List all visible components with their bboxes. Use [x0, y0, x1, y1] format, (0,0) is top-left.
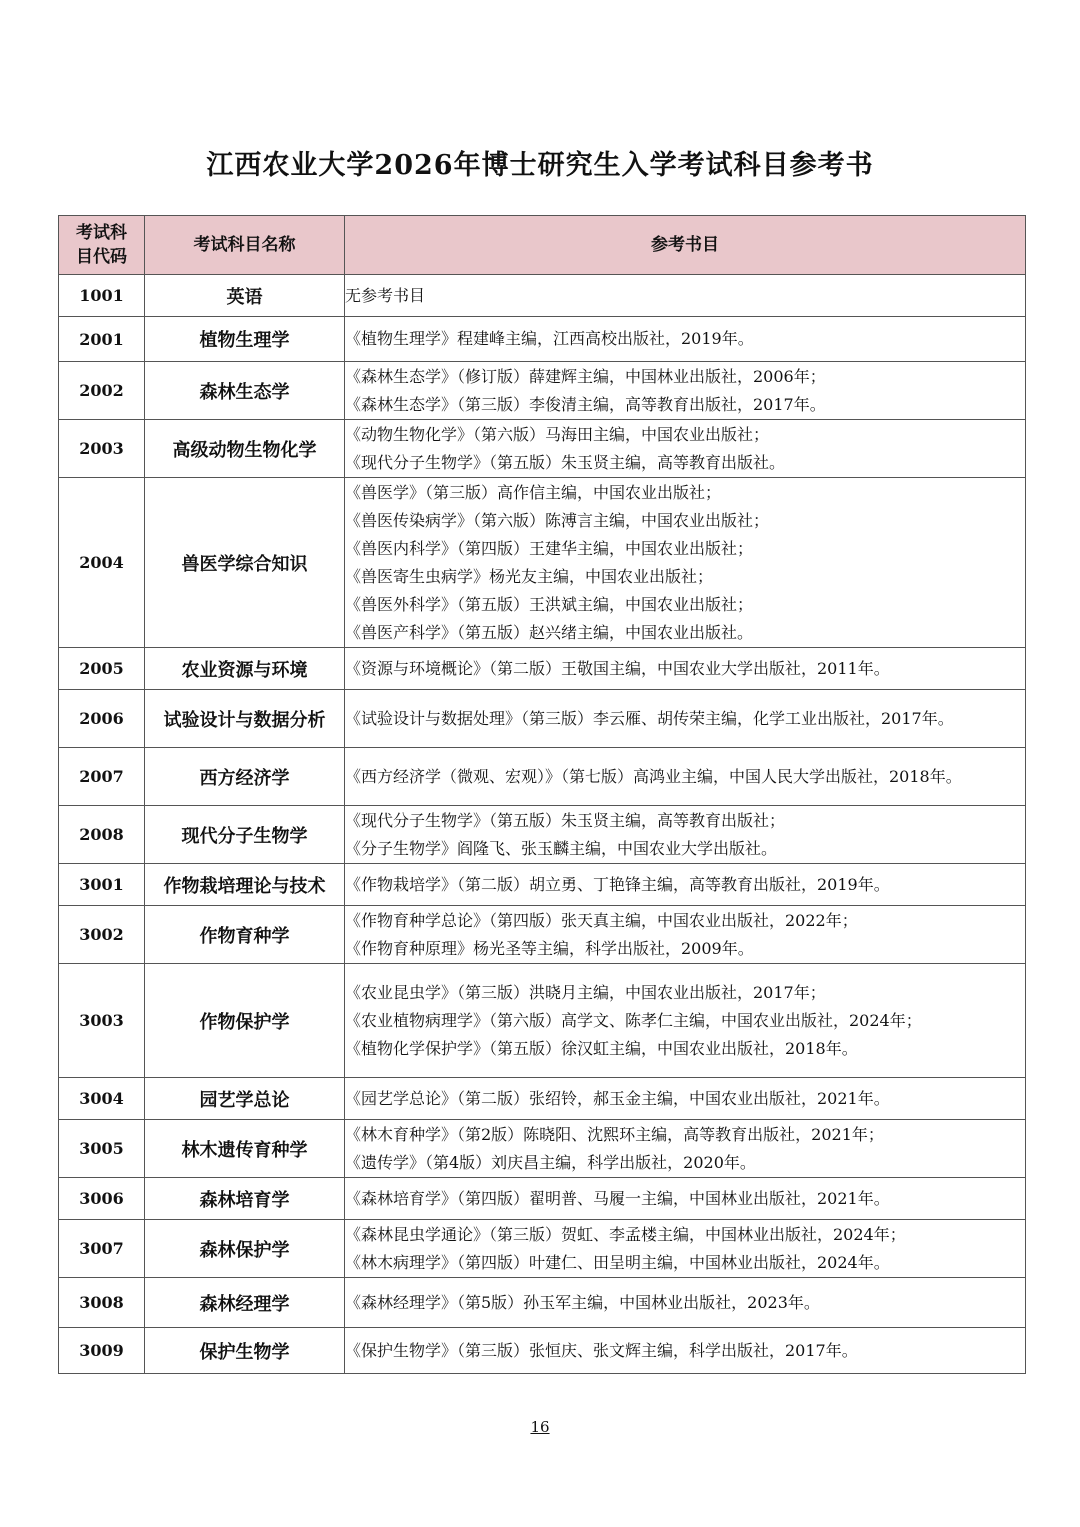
reference-books [345, 648, 1026, 690]
subject-code: 2007 [59, 748, 145, 806]
subject-name: 西方经济学 [145, 748, 345, 806]
reference-book-entry: 《作物育种原理》杨光圣等主编，科学出版社，2009年。 [345, 938, 754, 958]
table-row [59, 748, 1026, 806]
table-row [59, 478, 1026, 648]
header-books: 参考书目 [345, 216, 1026, 275]
subject-code: 3002 [59, 906, 145, 964]
subject-name: 植物生理学 [145, 317, 345, 362]
subject-name: 森林培育学 [145, 1178, 345, 1220]
reference-book-entry: 《兽医传染病学》（第六版）陈溥言主编，中国农业出版社； [345, 510, 770, 530]
reference-books [345, 420, 1026, 478]
reference-books [345, 317, 1026, 362]
reference-book-entry: 《植物化学保护学》（第五版）徐汉虹主编，中国农业出版社，2018年。 [345, 1038, 858, 1058]
subject-code: 3001 [59, 864, 145, 906]
table-row [59, 1220, 1026, 1278]
header-code: 考试科目代码 [59, 216, 145, 275]
table-row [59, 1178, 1026, 1220]
table-row [59, 275, 1026, 317]
reference-book-entry: 《动物生物化学》（第六版）马海田主编，中国农业出版社； [345, 424, 770, 444]
reference-book-entry: 《保护生物学》（第三版）张恒庆、张文辉主编，科学出版社，2017年。 [345, 1340, 858, 1360]
subject-code: 3005 [59, 1120, 145, 1178]
reference-book-entry: 《农业植物病理学》（第六版）高学文、陈孝仁主编，中国农业出版社，2024年； [345, 1010, 922, 1030]
reference-books [345, 1278, 1026, 1328]
reference-books [345, 1328, 1026, 1374]
subject-name: 兽医学综合知识 [145, 478, 345, 648]
reference-book-entry: 《植物生理学》程建峰主编，江西高校出版社，2019年。 [345, 329, 754, 348]
subject-code: 2002 [59, 362, 145, 420]
reference-book-entry: 《兽医外科学》（第五版）王洪斌主编，中国农业出版社； [345, 594, 754, 614]
table-row [59, 806, 1026, 864]
subject-name: 农业资源与环境 [145, 648, 345, 690]
subject-name: 园艺学总论 [145, 1078, 345, 1120]
reference-books [345, 964, 1026, 1078]
subject-code: 3003 [59, 964, 145, 1078]
reference-books [345, 806, 1026, 864]
table-row [59, 964, 1026, 1078]
subject-code: 2005 [59, 648, 145, 690]
reference-book-entry: 《作物栽培学》（第二版）胡立勇、丁艳锋主编，高等教育出版社，2019年。 [345, 874, 890, 894]
subject-name: 森林保护学 [145, 1220, 345, 1278]
reference-book-entry: 无参考书目 [345, 285, 426, 305]
subject-code: 3009 [59, 1328, 145, 1374]
reference-book-entry: 《兽医学》（第三版）高作信主编，中国农业出版社； [345, 482, 722, 502]
subject-name: 作物保护学 [145, 964, 345, 1078]
reference-book-entry: 《试验设计与数据处理》（第三版）李云雁、胡传荣主编，化学工业出版社，2017年。 [345, 708, 954, 728]
table-row [59, 906, 1026, 964]
table-row [59, 1328, 1026, 1374]
subject-name: 林木遗传育种学 [145, 1120, 345, 1178]
reference-books [345, 1078, 1026, 1120]
reference-book-entry: 《森林经理学》（第5版）孙玉军主编，中国林业出版社，2023年。 [345, 1292, 820, 1312]
table-body [59, 275, 1026, 1374]
subject-name: 保护生物学 [145, 1328, 345, 1374]
subject-code: 3006 [59, 1178, 145, 1220]
page-number: 16 [530, 1418, 550, 1436]
table-row [59, 317, 1026, 362]
reference-books [345, 906, 1026, 964]
table-row [59, 1120, 1026, 1178]
reference-books [345, 1178, 1026, 1220]
reference-book-entry: 《园艺学总论》（第二版）张绍铃，郝玉金主编，中国农业出版社，2021年。 [345, 1088, 890, 1108]
header-name: 考试科目名称 [145, 216, 345, 275]
reference-book-entry: 《资源与环境概论》（第二版）王敬国主编，中国农业大学出版社，2011年。 [345, 658, 890, 678]
table-header-row [59, 216, 1026, 275]
reference-book-entry: 《兽医内科学》（第四版）王建华主编，中国农业出版社； [345, 538, 754, 558]
reference-book-entry: 《分子生物学》阎隆飞、张玉麟主编，中国农业大学出版社。 [345, 838, 778, 858]
subject-code: 3008 [59, 1278, 145, 1328]
reference-books [345, 690, 1026, 748]
reference-book-table [58, 215, 1026, 1374]
reference-book-entry: 《森林生态学》（修订版）薛建辉主编，中国林业出版社，2006年； [345, 366, 826, 386]
subject-name: 高级动物生物化学 [145, 420, 345, 478]
subject-name: 森林生态学 [145, 362, 345, 420]
table-row [59, 1278, 1026, 1328]
reference-book-entry: 《林木育种学》（第2版）陈晓阳、沈熙环主编，高等教育出版社，2021年； [345, 1124, 884, 1144]
table-row [59, 864, 1026, 906]
table-row [59, 420, 1026, 478]
table-row [59, 362, 1026, 420]
reference-books [345, 1120, 1026, 1178]
table-row [59, 1078, 1026, 1120]
subject-name: 英语 [145, 275, 345, 317]
subject-name: 试验设计与数据分析 [145, 690, 345, 748]
document-title: 江西农业大学2026年博士研究生入学考试科目参考书 [206, 150, 874, 181]
reference-book-entry: 《遗传学》（第4版）刘庆昌主编，科学出版社，2020年。 [345, 1152, 756, 1172]
reference-book-entry: 《兽医寄生虫病学》杨光友主编，中国农业出版社； [345, 566, 714, 586]
subject-code: 2004 [59, 478, 145, 648]
reference-book-entry: 《现代分子生物学》（第五版）朱玉贤主编，高等教育出版社； [345, 810, 786, 830]
subject-code: 3007 [59, 1220, 145, 1278]
reference-books [345, 275, 1026, 317]
reference-books [345, 748, 1026, 806]
reference-books [345, 1220, 1026, 1278]
reference-book-entry: 《森林生态学》（第三版）李俊清主编，高等教育出版社，2017年。 [345, 394, 826, 414]
subject-code: 2001 [59, 317, 145, 362]
reference-book-entry: 《作物育种学总论》（第四版）张天真主编，中国农业出版社，2022年； [345, 910, 858, 930]
table-row [59, 690, 1026, 748]
subject-name: 现代分子生物学 [145, 806, 345, 864]
reference-book-entry: 《农业昆虫学》（第三版）洪晓月主编，中国农业出版社，2017年； [345, 982, 826, 1002]
reference-books [345, 478, 1026, 648]
subject-name: 作物育种学 [145, 906, 345, 964]
reference-book-entry: 《林木病理学》（第四版）叶建仁、田呈明主编，中国林业出版社，2024年。 [345, 1252, 890, 1272]
subject-name: 森林经理学 [145, 1278, 345, 1328]
subject-code: 2008 [59, 806, 145, 864]
table-row [59, 648, 1026, 690]
reference-book-entry: 《现代分子生物学》（第五版）朱玉贤主编，高等教育出版社。 [345, 452, 786, 472]
reference-book-entry: 《森林昆虫学通论》（第三版）贺虹、李孟楼主编，中国林业出版社，2024年； [345, 1224, 906, 1244]
subject-code: 2006 [59, 690, 145, 748]
reference-book-entry: 《兽医产科学》（第五版）赵兴绪主编，中国农业出版社。 [345, 622, 754, 642]
reference-books [345, 362, 1026, 420]
reference-book-entry: 《森林培育学》（第四版）翟明普、马履一主编，中国林业出版社，2021年。 [345, 1188, 890, 1208]
reference-book-entry: 《西方经济学（微观、宏观）》（第七版）高鸿业主编，中国人民大学出版社，2018年。 [345, 766, 962, 786]
subject-code: 3004 [59, 1078, 145, 1120]
subject-code: 1001 [59, 275, 145, 317]
reference-books [345, 864, 1026, 906]
subject-name: 作物栽培理论与技术 [145, 864, 345, 906]
subject-code: 2003 [59, 420, 145, 478]
